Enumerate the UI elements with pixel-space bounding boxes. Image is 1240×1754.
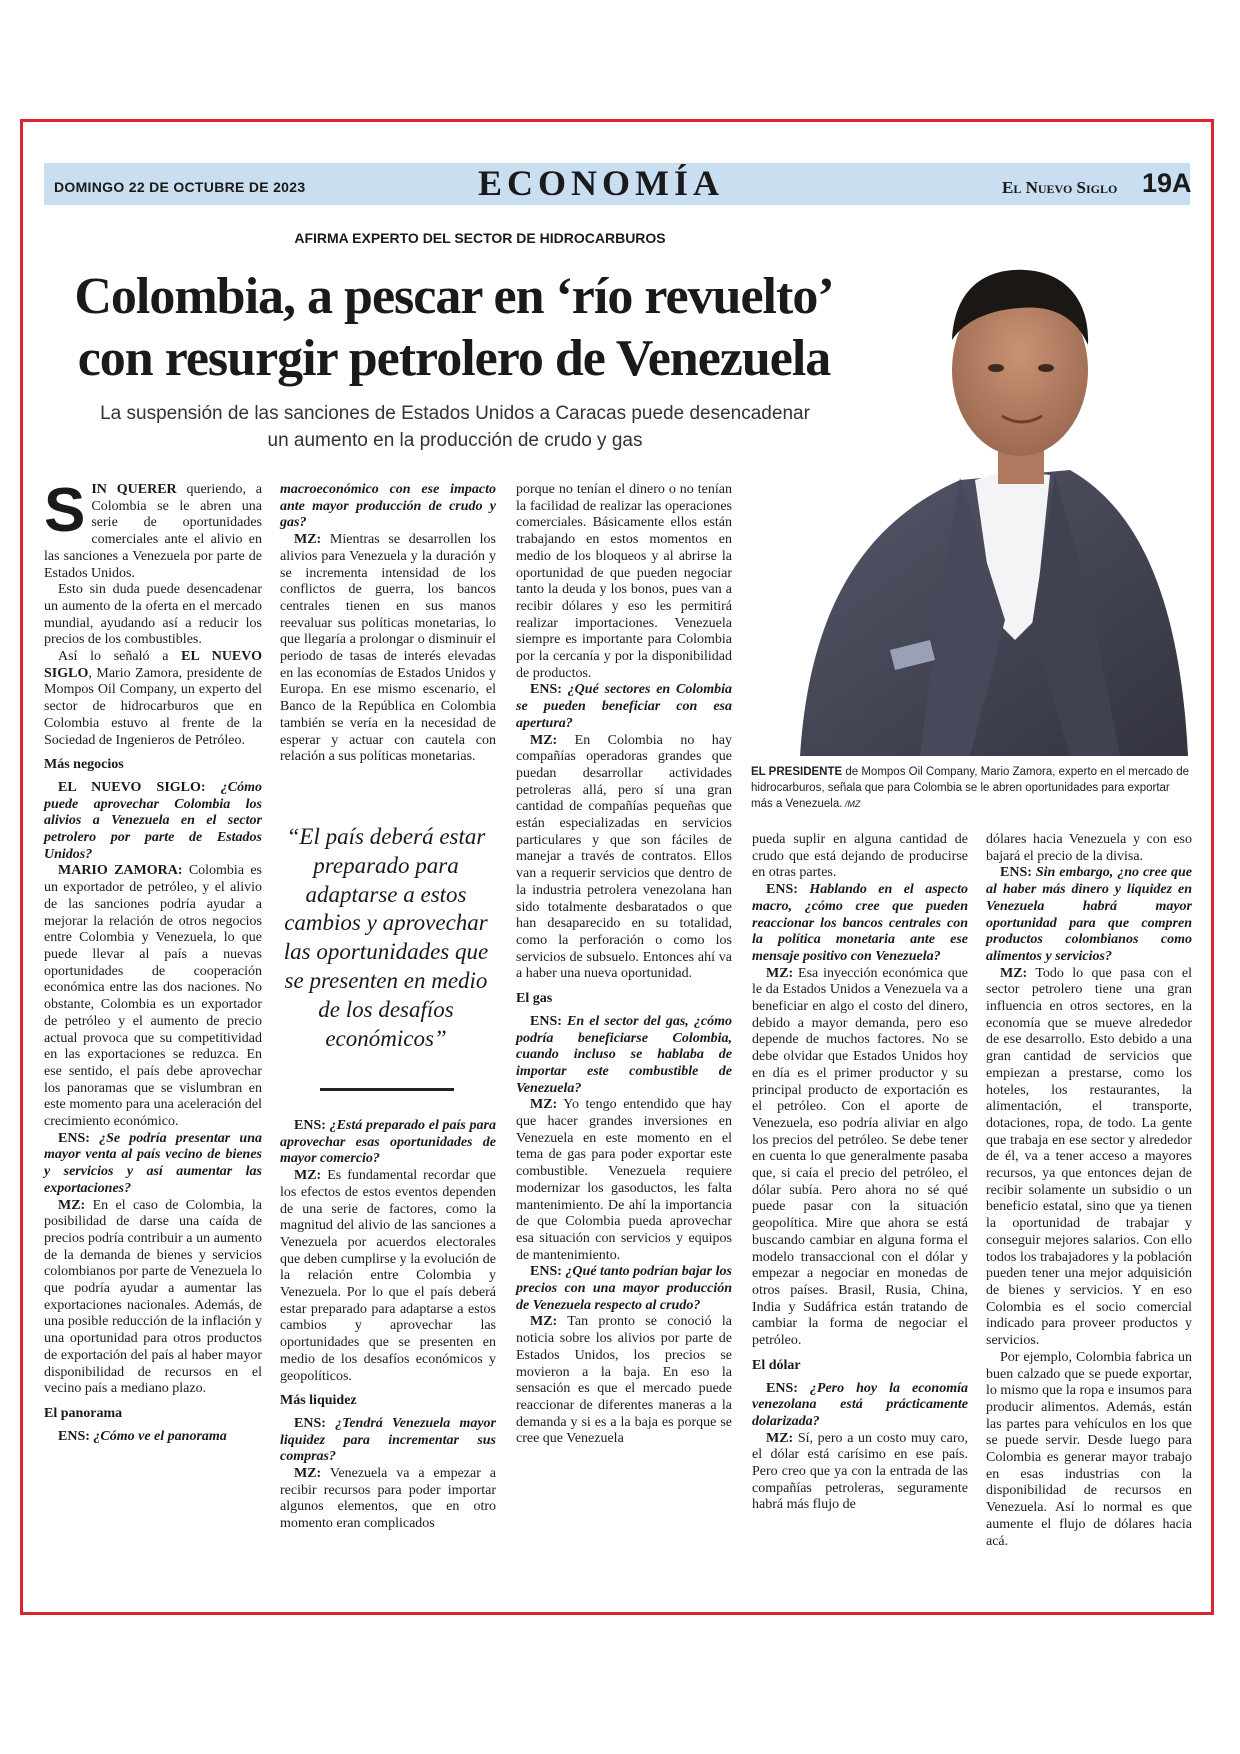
- body-paragraph: Por ejemplo, Colombia fabrica un buen calzado que se puede exportar, lo mismo que la ropa e insumos para producir alimentos. Además, están las partes para vehículos en los que se puede servir. Desde luego para Colombia es generar mayor trabajo en esas industrias con la disponibilidad de recursos en Venezuela. Así lo normal es que aumente el flujo de dólares hacia acá.: [986, 1349, 1192, 1549]
- answer: [44, 863, 262, 1130]
- answer-text: Venezuela va a empezar a recibir recursos para poder importar algunos elementos, que en otro momento eran complicados: [280, 1466, 496, 1532]
- column-4: [752, 832, 968, 1514]
- question: [516, 1014, 732, 1098]
- speaker: MZ:: [294, 1168, 322, 1184]
- answer-text: En el caso de Colombia, la posibilidad de darse una caída de precios podría contribuir a un aumento de la demanda de bienes y servicios colombianos por parte de Venezuela lo que podría ayudar a aumentar las exportaciones nacionales. Además, de una posible reducción de la inflación y una oportunidad para otros productos de exportación del país al haber mayor disponibilidad de recursos en el vecino país a mediano plazo.: [44, 1197, 262, 1397]
- speaker: EL NUEVO SIGLO:: [58, 779, 206, 795]
- pull-quote: “El país deberá estar preparado para adaptarse a estos cambios y aprovechar las oportunidades que se presenten en medio de los desafíos económicos”: [283, 824, 489, 1051]
- question: [44, 1131, 262, 1198]
- question: [516, 682, 732, 732]
- body-paragraph: Esto sin duda puede desencadenar un aumento de la oferta en el mercado mundial, ayudando así a reducir los precios de los combustibles.: [44, 582, 262, 648]
- caption-lead: EL PRESIDENTE: [751, 766, 843, 778]
- answer-text: Mientras se desarrollen los alivios para Venezuela y la duración y se incrementa intensidad de los conflictos de guerra, los bancos centrales tienen en sus manos reevaluar sus políticas monetarias, lo que llegaría a prolongar o disminuir el periodo de tasas de interés elevadas en las economías de Estados Unidos y Europa. En ese mismo escenario, el Banco de la República en Colombia también se vería en la necesidad de esperar y actuar con cautela con relación a sus políticas monetarias.: [280, 532, 496, 765]
- question: [986, 865, 1192, 965]
- question-text: Hablando en el aspecto macro, ¿cómo cree que pueden reaccionar los bancos centrales con la política monetaria ante ese mensaje positivo con Venezuela?: [752, 882, 968, 964]
- speaker: MZ:: [530, 1097, 558, 1113]
- question: [516, 1264, 732, 1314]
- question: [44, 1429, 262, 1446]
- column-1: [44, 476, 262, 1445]
- page-number: 19A: [1142, 168, 1192, 198]
- photo-caption: [751, 764, 1191, 812]
- speaker: ENS:: [530, 1013, 562, 1029]
- question-text: macroeconómico con ese impacto ante mayor producción de crudo y gas?: [280, 482, 496, 531]
- question-text: ¿Cómo ve el panorama: [89, 1428, 227, 1444]
- question: [44, 780, 262, 864]
- body-text: queriendo, a Colombia se le abren una serie de oportunidades comerciales ante el alivio en las sanciones a Venezuela por parte de Estados Unidos.: [44, 482, 262, 581]
- answer-text: Colombia es un exportador de petróleo, y el alivio de las sanciones podría ayudar a mejorar la relación de otros negocios entre Colombia y Venezuela, lo que puede llevar al país a nuevas oportunidades de cooperación económica entre las dos naciones. No obstante, Colombia es un exportador de petróleo y el aumento de precio actual provoca que su competitividad en las exportaciones se reduzca. En ese sentido, el país debe aprovechar los panoramas que se vislumbran en este momento para una aceleración del crecimiento económico.: [44, 863, 262, 1130]
- speaker: ENS:: [766, 1380, 798, 1396]
- question-text: ¿Qué tanto podrían bajar los precios con una mayor producción de Venezuela respecto al crudo?: [516, 1264, 732, 1313]
- question-text: ¿Tendrá Venezuela mayor liquidez para incrementar sus compras?: [280, 1415, 496, 1465]
- column-3: [516, 482, 732, 1448]
- answer-text: Tan pronto se conoció la noticia sobre los alivios por parte de Estados Unidos, los precios se movieron a la baja. En eso la sensación es que el mercado puede reaccionar de diferentes maneras a la demanda y si es a la baja es porque se cree que Venezuela: [516, 1314, 732, 1447]
- lead-in: IN QUERER: [91, 482, 177, 497]
- subheading: Más liquidez: [280, 1393, 357, 1409]
- caption-text: de Mompos Oil Company, Mario Zamora, experto en el mercado de hidrocarburos, señala que para Colombia se le abren oportunidades para exportar más a Venezuela.: [751, 766, 1190, 810]
- body-paragraph: [44, 649, 262, 749]
- answer-text: Esa inyección económica que le da Estados Unidos a Venezuela va a beneficiar en algo el costo del dinero, debido a mayor demanda, pero eso depende de muchos factores. No se debe olvidar que Estados Unidos hoy en día es el primer productor y su principal producto de exportación es el petróleo. Con el aporte de Venezuela, eso podría aliviar en algo los precios del petróleo. Se debe tener en cuenta lo que generalmente pasaba que, si caía el precio del petróleo, el dólar subía. Pero ahora no sé qué puede pasar con la situación geopolítica. Mire que ahora se está buscando cambiar en alguna forma el modelo transaccional con el dólar y empezar a negociar en monedas de otros países. Brasil, Rusia, China, India y Sudáfrica están tratando de cambiar la forma de negociar el petróleo.: [752, 965, 968, 1349]
- answer-continued: dólares hacia Venezuela y con eso bajará el precio de la divisa.: [986, 832, 1192, 864]
- answer: [516, 1314, 732, 1448]
- question: [280, 1118, 496, 1168]
- question-text: ¿Está preparado el país para aprovechar esas oportunidades de mayor comercio?: [280, 1118, 496, 1167]
- question-text: ¿Se podría presentar una mayor venta al país vecino de bienes y servicios y así aumentar las exportaciones?: [44, 1130, 262, 1196]
- speaker: ENS:: [1000, 865, 1032, 881]
- speaker: MZ:: [530, 1314, 558, 1330]
- question-text: ¿Qué sectores en Colombia se pueden beneficiar con esa apertura?: [516, 682, 732, 731]
- speaker: ENS:: [530, 1264, 562, 1280]
- answer: [280, 532, 496, 766]
- speaker: ENS:: [294, 1415, 326, 1431]
- question-continued: [280, 482, 496, 532]
- pull-quote-rule: [320, 1088, 454, 1091]
- answer-text: Sí, pero a un costo muy caro, el dólar está carísimo en ese país. Pero creo que ya con la entrada de las compañías petroleras, seguramente habrá más flujo de: [752, 1430, 968, 1513]
- question-text: Sin embargo, ¿no cree que al haber más dinero y liquidez en Venezuela habrá mayor oportunidad para que compren productos colombianos como alimentos y servicios?: [986, 865, 1192, 964]
- newspaper-mention: EL NUEVO SIGLO: [44, 649, 262, 681]
- speaker: MZ:: [58, 1197, 86, 1213]
- speaker: ENS:: [530, 682, 562, 698]
- question-text: ¿Pero hoy la economía venezolana está prácticamente dolarizada?: [752, 1380, 968, 1429]
- answer: [44, 1198, 262, 1398]
- speaker: MZ:: [530, 732, 558, 748]
- question: [280, 1416, 496, 1466]
- speaker: MARIO ZAMORA:: [58, 863, 183, 879]
- speaker: ENS:: [294, 1118, 326, 1133]
- subheading: El gas: [516, 991, 553, 1007]
- answer: [752, 1431, 968, 1515]
- answer: [986, 966, 1192, 1350]
- answer: [280, 1168, 496, 1385]
- subheading: Más negocios: [44, 757, 124, 773]
- column-2-top: [280, 482, 496, 766]
- question: [752, 882, 968, 966]
- subheading: El dólar: [752, 1357, 801, 1373]
- section-title: ECONOMÍA: [478, 163, 724, 203]
- speaker: ENS:: [58, 1130, 90, 1146]
- question-text: ¿Cómo puede aprovechar Colombia los alivios a Venezuela en el sector petrolero por parte de Estados Unidos?: [44, 779, 262, 862]
- answer-text: Es fundamental recordar que los efectos de estos eventos dependen de una serie de factores, como la magnitud del alivio de las sanciones a Venezuela por acuerdos electorales que deben cumplirse y la evolución de la relación entre Colombia y Venezuela. Por lo que el país deberá estar preparado para adaptarse a estos cambios y aprovechar las oportunidades que se presenten en medio de los desafíos económicos y geopolíticos.: [280, 1168, 496, 1384]
- answer: [752, 966, 968, 1350]
- article-kicker: AFIRMA EXPERTO DEL SECTOR DE HIDROCARBUROS: [294, 230, 666, 246]
- speaker: ENS:: [58, 1428, 90, 1444]
- speaker: MZ:: [766, 965, 794, 981]
- portrait-photo: [770, 220, 1188, 756]
- answer: [280, 1466, 496, 1533]
- answer-text: Yo tengo entendido que hay que hacer grandes inversiones en Venezuela en este momento en el tema de gas para poder exportar este combustible. Venezuela requiere modernizar los gasoductos, les falta mantenimiento. De ahí la importancia de que Colombia pueda aprovechar esa situación con servicios y equipos de mantenimiento.: [516, 1097, 732, 1263]
- dropcap: S: [44, 476, 86, 545]
- speaker: MZ:: [766, 1430, 794, 1446]
- question: [752, 1381, 968, 1431]
- column-5: [986, 832, 1192, 1550]
- headline: [44, 266, 864, 390]
- headline-line-1: Colombia, a pescar en ‘río revuelto’: [74, 268, 834, 325]
- body-text: , Mario Zamora, presidente de Mompos Oil Company, un experto del sector de hidrocarburos que en Colombia estuvo al frente de la Sociedad de Ingenieros de Petróleo.: [44, 665, 262, 748]
- answer-text: En Colombia no hay compañías operadoras grandes que puedan desarrollar actividades petroleras allá, pero sí una gran cantidad de compañías pequeñas que están especializadas en servicios particulares y que son fáciles de manejar a través de contratos. Ellos van a requerir servicios que dentro de la industria petrolera venezolana han sido totalmente desbaratados o que han desaparecido en su totalidad, como la perforación o como los servicios de subsuelo. Entonces ahí va a haber una nueva oportunidad.: [516, 732, 732, 982]
- speaker: MZ:: [294, 532, 322, 548]
- newspaper-name: El Nuevo Siglo: [1002, 178, 1118, 197]
- speaker: ENS:: [766, 882, 798, 898]
- speaker: MZ:: [294, 1466, 322, 1482]
- portrait-photo-icon: [770, 220, 1188, 756]
- deck: [60, 400, 850, 454]
- answer-text: Todo lo que pasa con el sector petrolero tiene una gran influencia en otros sectores, en la economía que se mueve alrededor de ese desarrollo. Esto debido a una gran cantidad de servicios que empiezan a prestarse, como los hoteles, los restaurantes, la alimentación, el transporte, dotaciones, ropa, de todo. La gente que trabaja en ese sector y alrededor de él, va a tener acceso a mayores recursos, ya que entonces dejan de recibir solamente un subsidio o un beneficio estatal, sino que ya tienen la oportunidad de trabajar y conseguir mejores salarios. Con ello todos los trabajadores y la población pueden tener una mejor adquisición de bienes y servicios. Y en eso Colombia es el socio comercial indicado para proveer productos y servicios.: [986, 965, 1192, 1349]
- answer: [516, 733, 732, 984]
- body-text: Así lo señaló a: [58, 649, 182, 665]
- answer: [516, 1097, 732, 1264]
- lead-paragraph: [44, 476, 262, 582]
- answer-continued: porque no tenían el dinero o no tenían la facilidad de realizar las operaciones comerciales. Básicamente ellos están trabajando en estos momentos en medio de los bloqueos y al abrirse la oportunidad de que pueden negociar tanto la deuda y los bonos, pues van a recibir dólares y eso les permitirá realizar importaciones. Venezuela siempre es importante para Colombia por la cercanía y por la disponibilidad de productos.: [516, 482, 732, 681]
- deck-line-1: La suspensión de las sanciones de Estados Unidos a Caracas puede desencadenar: [100, 403, 810, 424]
- question-text: En el sector del gas, ¿cómo podría beneficiarse Colombia, cuando incluso se hablaba de importar este combustible de Venezuela?: [516, 1013, 732, 1096]
- subheading: El panorama: [44, 1405, 123, 1421]
- photo-credit: /MZ: [842, 799, 861, 809]
- header-date: DOMINGO 22 DE OCTUBRE DE 2023: [54, 179, 306, 195]
- answer-continued: pueda suplir en alguna cantidad de crudo que está dejando de producirse en otras partes.: [752, 832, 968, 881]
- headline-line-2: con resurgir petrolero de Venezuela: [77, 330, 831, 387]
- column-2-bottom: [280, 1118, 496, 1533]
- speaker: MZ:: [1000, 965, 1028, 981]
- deck-line-2: un aumento en la producción de crudo y gas: [267, 430, 643, 451]
